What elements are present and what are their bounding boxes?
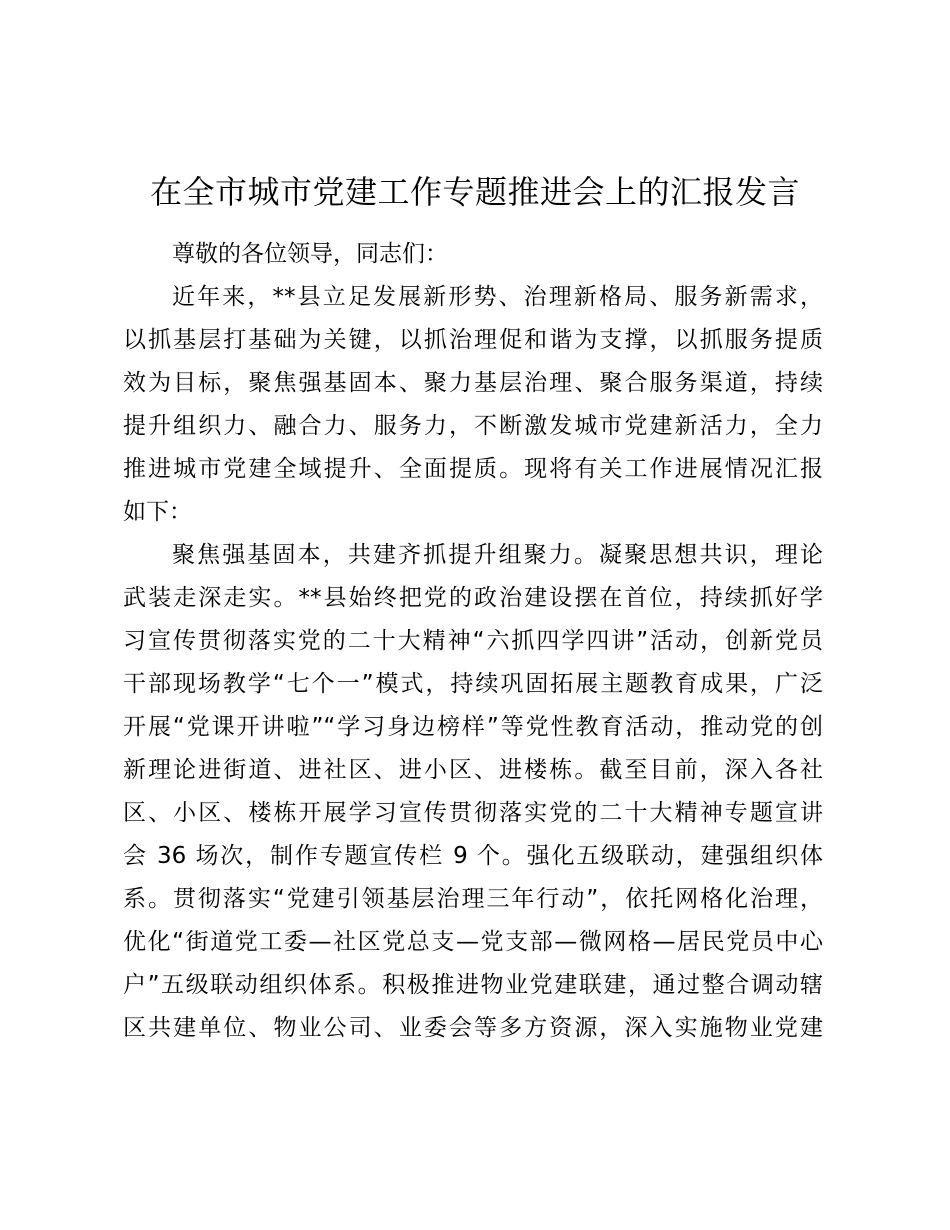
text-line: 区共建单位、物业公司、业委会等多方资源，深入实施物业党建: [123, 1015, 823, 1041]
paragraph-intro: [123, 276, 823, 534]
text-line: 优化“街道党工委—社区党总支—党支部—微网格—居民党员中心: [123, 929, 823, 955]
text-line: 近年来，**县立足发展新形势、治理新格局、服务新需求，: [172, 284, 823, 310]
text-line: 推进城市党建全域提升、全面提质。现将有关工作进展情况汇报: [123, 456, 823, 482]
text-line: 武装走深走实。**县始终把党的政治建设摆在首位，持续抓好学: [123, 585, 823, 611]
text-line: 户”五级联动组织体系。积极推进物业党建联建，通过整合调动辖: [123, 972, 823, 998]
text-line: 系。贯彻落实“党建引领基层治理三年行动”，依托网格化治理，: [123, 886, 823, 912]
text-line: 效为目标，聚焦强基固本、聚力基层治理、聚合服务渠道，持续: [123, 370, 823, 396]
text-line: 尊敬的各位领导，同志们：: [172, 241, 448, 267]
text-line: 开展“党课开讲啦”“学习身边榜样”等党性教育活动，推动党的创: [123, 714, 823, 740]
text-line: 会 36 场次，制作专题宣传栏 9 个。强化五级联动，建强组织体: [123, 843, 823, 869]
document-title: 在全市城市党建工作专题推进会上的汇报发言: [149, 173, 800, 211]
text-line: 提升组织力、融合力、服务力，不断激发城市党建新活力，全力: [123, 413, 823, 439]
text-line: 习宣传贯彻落实党的二十大精神“六抓四学四讲”活动，创新党员: [123, 628, 823, 654]
text-line: 聚焦强基固本，共建齐抓提升组聚力。凝聚思想共识，理论: [172, 542, 823, 568]
paragraph-salutation: [123, 233, 823, 276]
document-body: [123, 233, 823, 1050]
text-line: 新理论进街道、进社区、进小区、进楼栋。截至目前，深入各社: [123, 757, 823, 783]
paragraph-section-one: [123, 534, 823, 1050]
text-line: 干部现场教学“七个一”模式，持续巩固拓展主题教育成果，广泛: [123, 671, 823, 697]
text-line: 如下：: [123, 499, 192, 525]
text-line: 以抓基层打基础为关键，以抓治理促和谐为支撑，以抓服务提质: [123, 327, 823, 353]
text-line: 区、小区、楼栋开展学习宣传贯彻落实党的二十大精神专题宣讲: [123, 800, 823, 826]
